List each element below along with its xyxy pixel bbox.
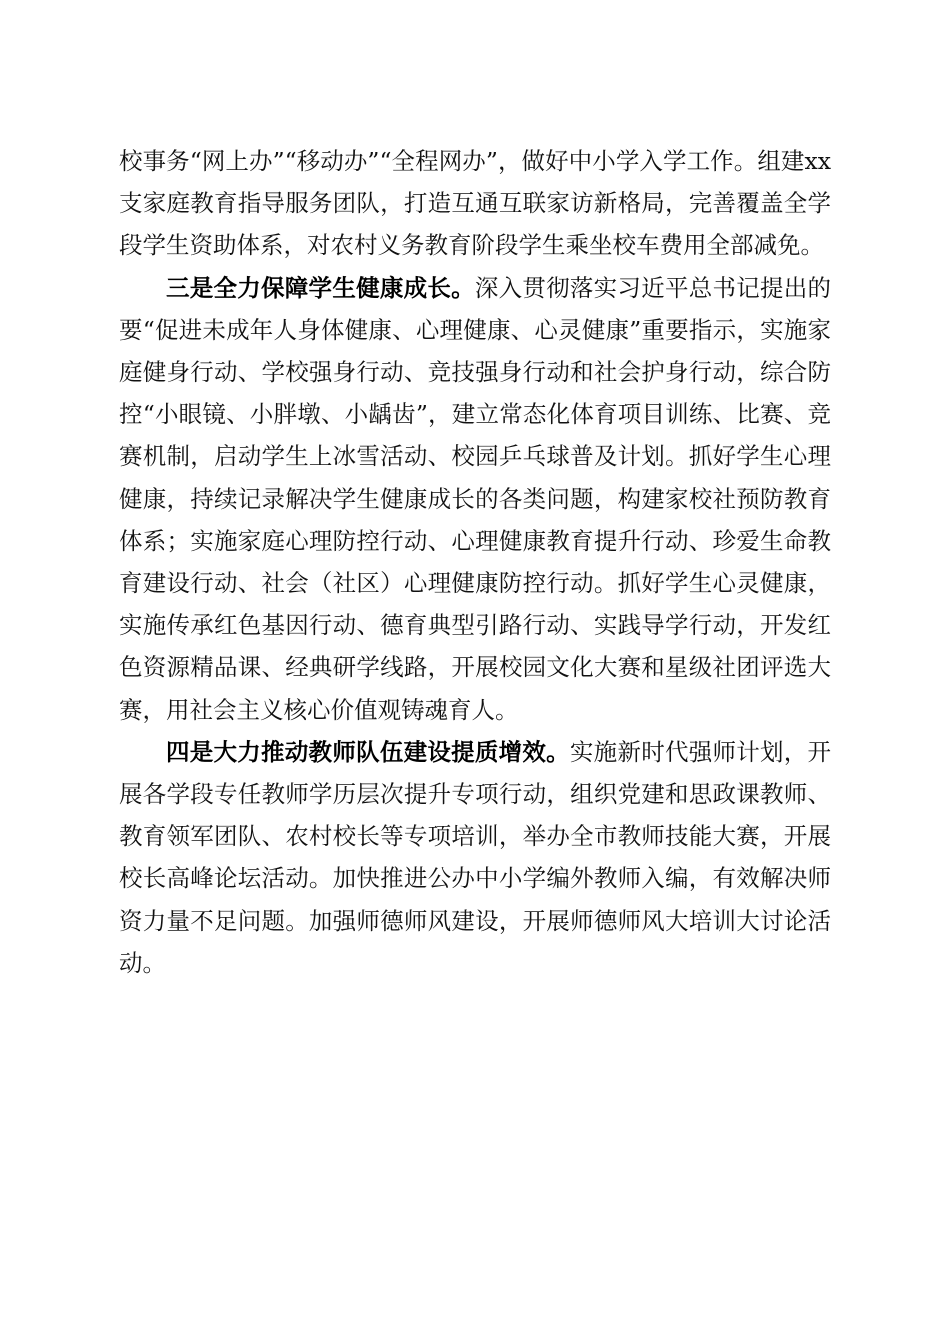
paragraph-text: 校事务“网上办”“移动办”“全程网办”，做好中小学入学工作。组建xx支家庭教育指导服务团队，打造互通互联家访新格局，完善覆盖全学段学生资助体系，对农村义务教育阶段学生乘坐校车费用全部减免。: [119, 147, 831, 260]
paragraph-text: 深入贯彻落实习近平总书记提出的要“促进未成年人身体健康、心理健康、心灵健康”重要指示，实施家庭健身行动、学校强身行动、竞技强身行动和社会护身行动，综合防控“小眼镜、小胖墩、小龋齿”，建立常态化体育项目训练、比赛、竞赛机制，启动学生上冰雪活动、校园乒乓球普及计划。抓好学生心理健康，持续记录解决学生健康成长的各类问题，构建家校社预防教育体系；实施家庭心理防控行动、心理健康教育提升行动、珍爱生命教育建设行动、社会（社区）心理健康防控行动。抓好学生心灵健康，实施传承红色基因行动、德育典型引路行动、实践导学行动，开发红色资源精品课、经典研学线路，开展校园文化大赛和星级社团评选大赛，用社会主义核心价值观铸魂育人。: [119, 273, 832, 724]
paragraph-student-health: [119, 267, 831, 731]
paragraph-heading: 四是大力推动教师队伍建设提质增效。: [166, 737, 570, 766]
paragraph-text: 实施新时代强师计划，开展各学段专任教师学历层次提升专项行动，组织党建和思政课教师、教育领军团队、农村校长等专项培训，举办全市教师技能大赛，开展校长高峰论坛活动。加快推进公办中小学编外教师入编，有效解决师资力量不足问题。加强师德师风建设，开展师德师风大培训大讨论活动。: [119, 737, 832, 977]
paragraph-continuation: [119, 140, 831, 267]
document-body: [119, 140, 831, 984]
paragraph-heading: 三是全力保障学生健康成长。: [166, 273, 475, 302]
paragraph-teacher-team: [119, 731, 831, 984]
